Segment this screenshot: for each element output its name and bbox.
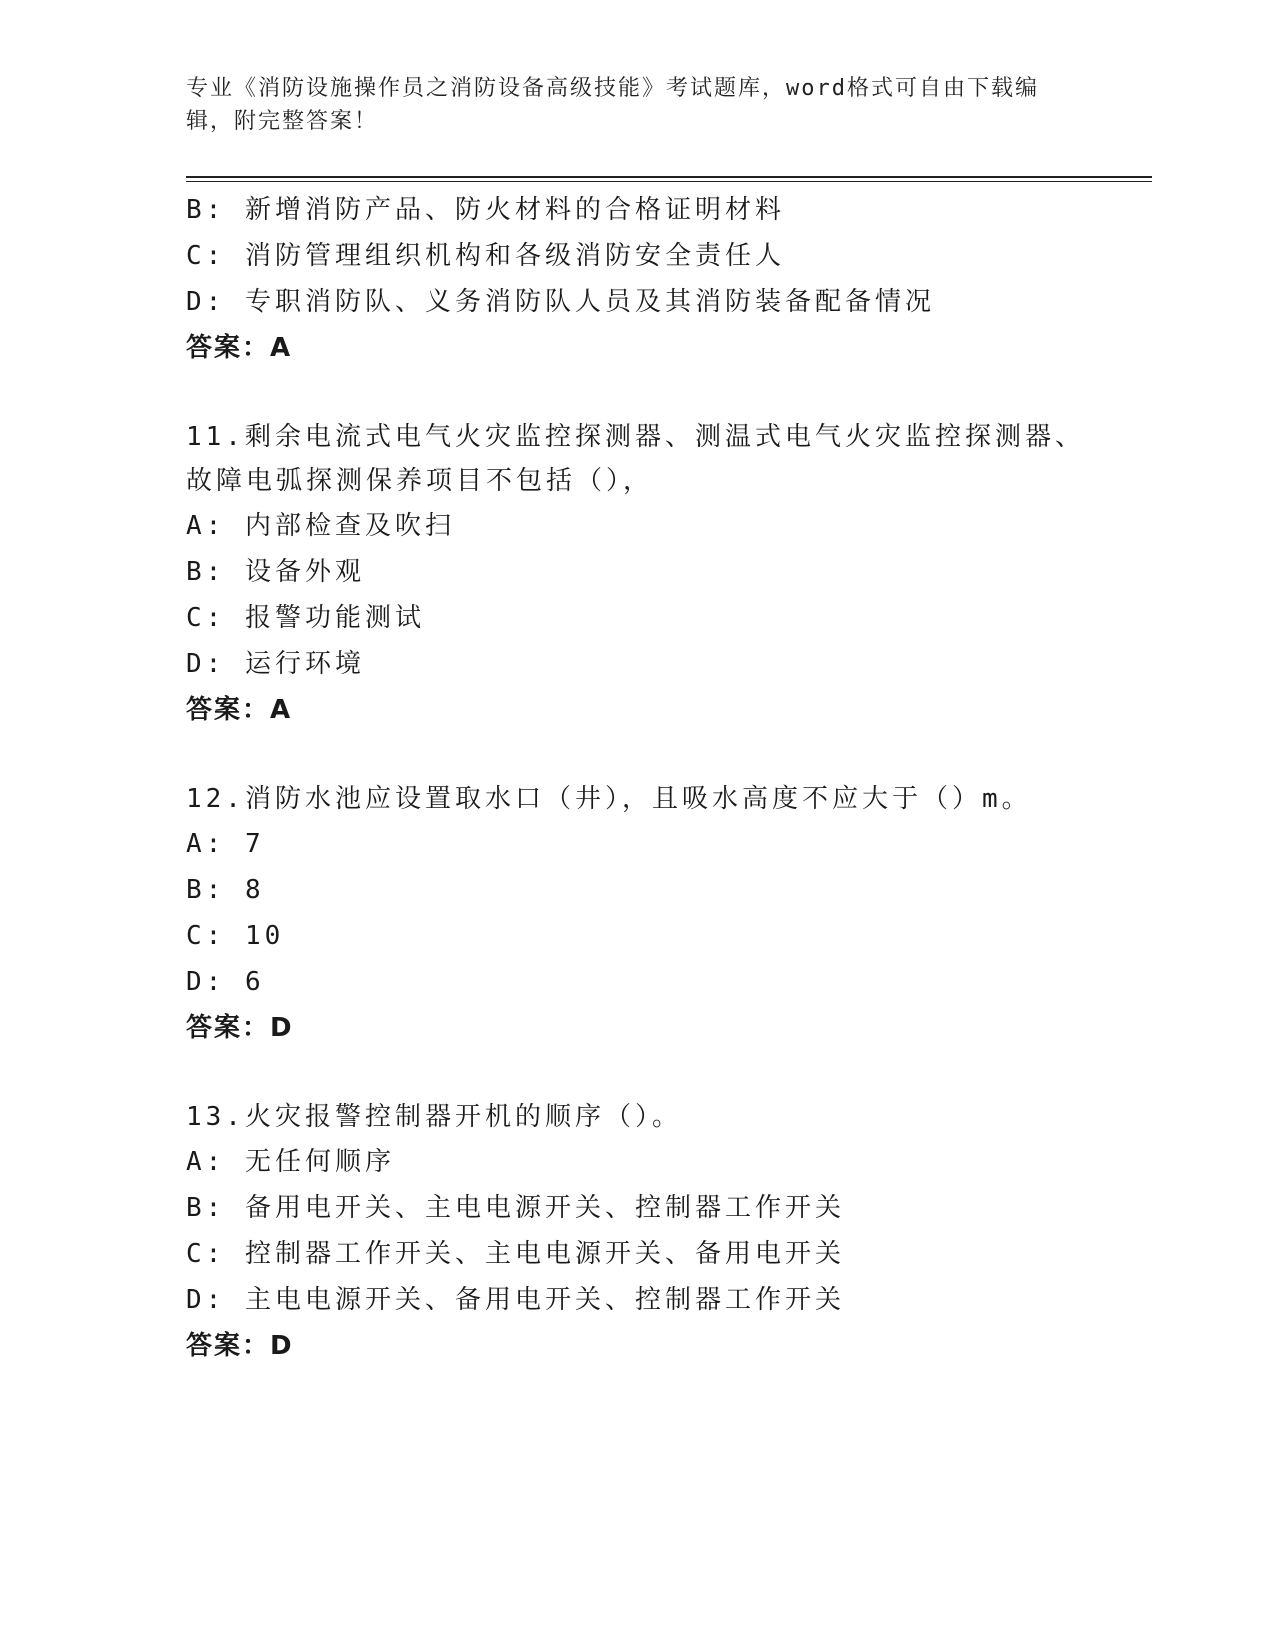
answer-label: 答案：A [186,695,293,725]
answer-label: 答案：D [186,1331,294,1361]
question-text: 13.火灾报警控制器开机的顺序（）。 [186,1102,682,1132]
question-list [186,187,1086,1369]
question-13 [186,1095,1086,1369]
question-12 [186,777,1086,1051]
option-b: B: 8 [186,875,265,905]
option-d: D: 专职消防队、义务消防队人员及其消防装备配备情况 [186,287,935,317]
option-d: D: 运行环境 [186,649,365,679]
option-c: C: 10 [186,921,285,951]
option-a: A: 内部检查及吹扫 [186,511,455,541]
spacer [186,1051,1086,1095]
question-text: 11.剩余电流式电气火灾监控探测器、测温式电气火灾监控探测器、故障电弧探测保养项目不包括（）， [186,422,1085,496]
option-c: C: 控制器工作开关、主电电源开关、备用电开关 [186,1239,845,1269]
option-c: C: 报警功能测试 [186,603,425,633]
answer-label: 答案：D [186,1013,294,1043]
option-d: D: 主电电源开关、备用电开关、控制器工作开关 [186,1285,845,1315]
option-a: A: 无任何顺序 [186,1147,395,1177]
question-text: 12.消防水池应设置取水口（井），且吸水高度不应大于（）m。 [186,784,1032,814]
option-b: B: 新增消防产品、防火材料的合格证明材料 [186,195,785,225]
option-b: B: 设备外观 [186,557,365,587]
spacer [186,371,1086,415]
option-b: B: 备用电开关、主电电源开关、控制器工作开关 [186,1193,845,1223]
answer-label: 答案：A [186,333,293,363]
question-11 [186,415,1086,733]
option-c: C: 消防管理组织机构和各级消防安全责任人 [186,241,785,271]
page-header: 专业《消防设施操作员之消防设备高级技能》考试题库，word格式可自由下载编辑，附完整答案！ [186,76,1039,134]
option-d: D: 6 [186,967,265,997]
header-divider-thick [186,176,1152,178]
spacer [186,733,1086,777]
question-10-continued [186,187,1086,371]
header-divider-thin [186,181,1152,182]
option-a: A: 7 [186,829,265,859]
